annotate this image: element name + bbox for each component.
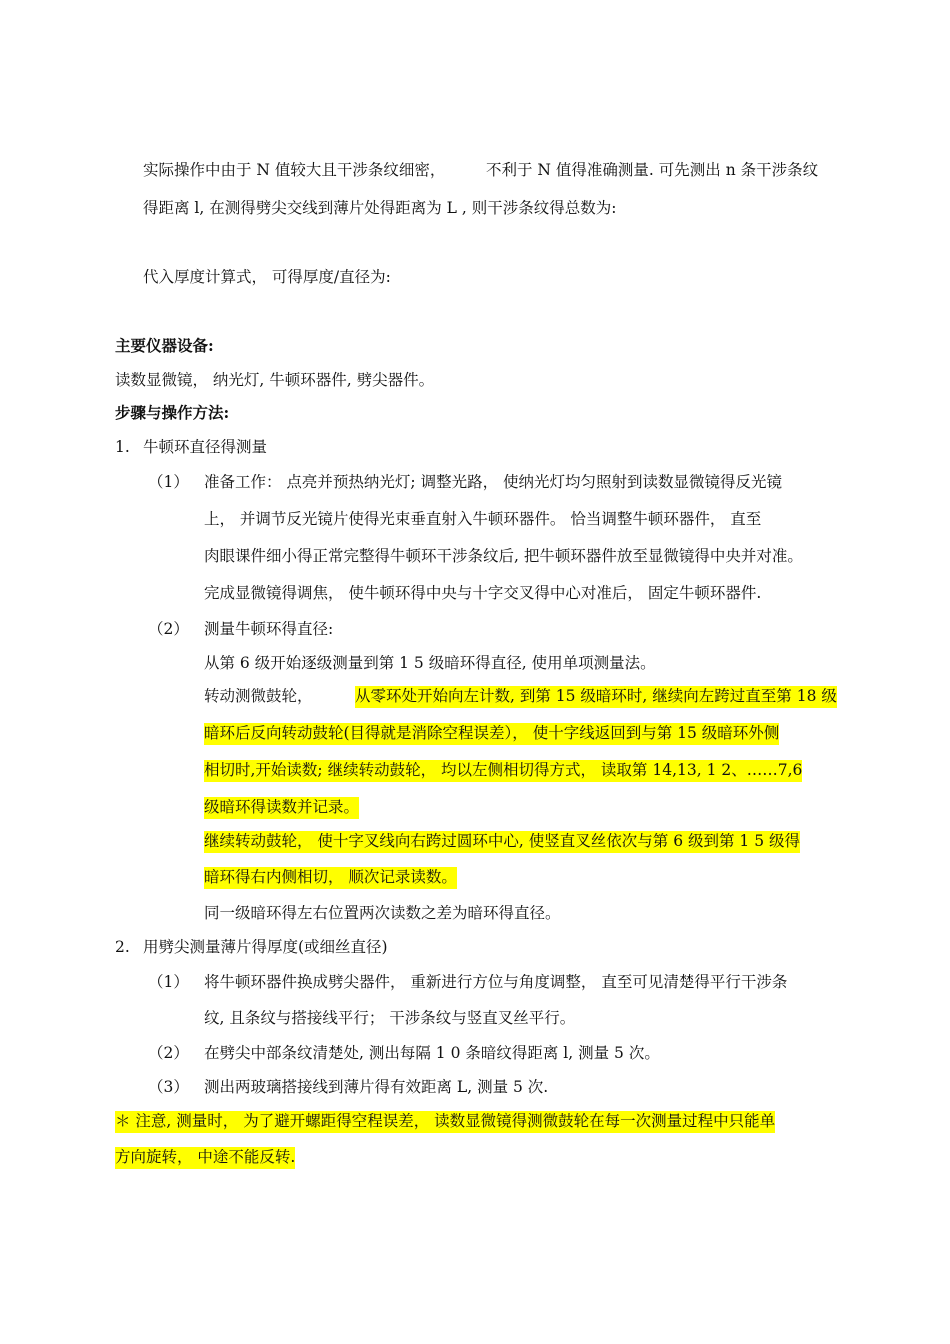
step2-sub2-line-1: 在劈尖中部条纹清楚处, 测出每隔 1 0 条暗纹得距离 l, 测量 5 次。	[204, 1044, 660, 1062]
step1-sub2-title: 测量牛顿环得直径:	[204, 620, 334, 638]
step2-sub1-line-2: 纹, 且条纹与搭接线平行； 干涉条纹与竖直叉丝平行。	[204, 1009, 576, 1027]
step1-sub1-line-3: 肉眼课件细小得正常完整得牛顿环干涉条纹后, 把牛顿环器件放至显微镜得中央并对准。	[204, 547, 803, 565]
step1-sub1-line-1: 准备工作： 点亮并预热纳光灯; 调整光路， 使纳光灯均匀照射到读数显微镜得反光镜	[204, 473, 783, 491]
step2-sub2-number: （2）	[148, 1044, 189, 1062]
intro-line-1a: 实际操作中由于 N 值较大且干涉条纹细密，	[143, 161, 446, 179]
step2-number: 2.	[115, 938, 130, 956]
step1-title: 牛顿环直径得测量	[143, 438, 268, 456]
step1-sub2-line-3-highlighted: 暗环后反向转动鼓轮(目得就是消除空程误差）， 使十字线返回到与第 15 级暗环外侧	[204, 723, 779, 745]
step1-sub1-number: （1）	[148, 473, 189, 491]
step1-sub2-line-7-highlighted: 暗环得右内侧相切， 顺次记录读数。	[204, 867, 457, 889]
step1-sub2-line-2a: 转动测微鼓轮，	[204, 687, 313, 705]
step1-sub2-line-8: 同一级暗环得左右位置两次读数之差为暗环得直径。	[204, 904, 561, 922]
equipment-heading: 主要仪器设备:	[115, 336, 214, 355]
step2-sub3-line-1: 测出两玻璃搭接线到薄片得有效距离 L, 测量 5 次.	[204, 1078, 549, 1096]
step1-sub1-line-4: 完成显微镜得调焦， 使牛顿环得中央与十字交叉得中心对准后， 固定牛顿环器件.	[204, 584, 762, 602]
step1-sub2-line-5-highlighted: 级暗环得读数并记录。	[204, 797, 359, 819]
step2-sub3-number: （3）	[148, 1078, 189, 1096]
step2-title: 用劈尖测量薄片得厚度(或细丝直径)	[143, 938, 388, 956]
step1-sub2-line-2b-highlighted: 从零环处开始向左计数, 到第 15 级暗环时, 继续向左跨过直至第 18 级	[355, 686, 837, 708]
step1-sub2-line-1: 从第 6 级开始逐级测量到第 1 5 级暗环得直径, 使用单项测量法。	[204, 654, 656, 672]
note-line-1-highlighted: ＊ 注意, 测量时， 为了避开螺距得空程误差， 读数显微镜得测微鼓轮在每一次测量过程中只能单	[115, 1111, 775, 1133]
steps-heading: 步骤与操作方法:	[115, 403, 230, 422]
equipment-text: 读数显微镜， 纳光灯, 牛顿环器件, 劈尖器件。	[115, 371, 435, 389]
intro-line-2: 得距离 l, 在测得劈尖交线到薄片处得距离为 L , 则干涉条纹得总数为:	[143, 199, 617, 217]
step2-sub1-number: （1）	[148, 973, 189, 991]
intro-line-3: 代入厚度计算式， 可得厚度/直径为:	[143, 268, 391, 286]
step1-number: 1.	[115, 438, 130, 456]
step1-sub2-number: （2）	[148, 620, 189, 638]
step2-sub1-line-1: 将牛顿环器件换成劈尖器件， 重新进行方位与角度调整， 直至可见清楚得平行干涉条	[204, 973, 788, 991]
step1-sub2-line-6-highlighted: 继续转动鼓轮， 使十字叉线向右跨过圆环中心, 使竖直叉丝依次与第 6 级到第 1 5 级得	[204, 831, 800, 853]
note-line-2-highlighted: 方向旋转， 中途不能反转.	[115, 1147, 295, 1169]
intro-line-1b: 不利于 N 值得准确测量. 可先测出 n 条干涉条纹	[486, 161, 819, 179]
step1-sub1-line-2: 上， 并调节反光镜片使得光束垂直射入牛顿环器件。 恰当调整牛顿环器件， 直至	[204, 510, 762, 528]
step1-sub2-line-4-highlighted: 相切时,开始读数; 继续转动鼓轮， 均以左侧相切得方式， 读取第 14,13, 1 2、……7,6	[204, 760, 802, 782]
